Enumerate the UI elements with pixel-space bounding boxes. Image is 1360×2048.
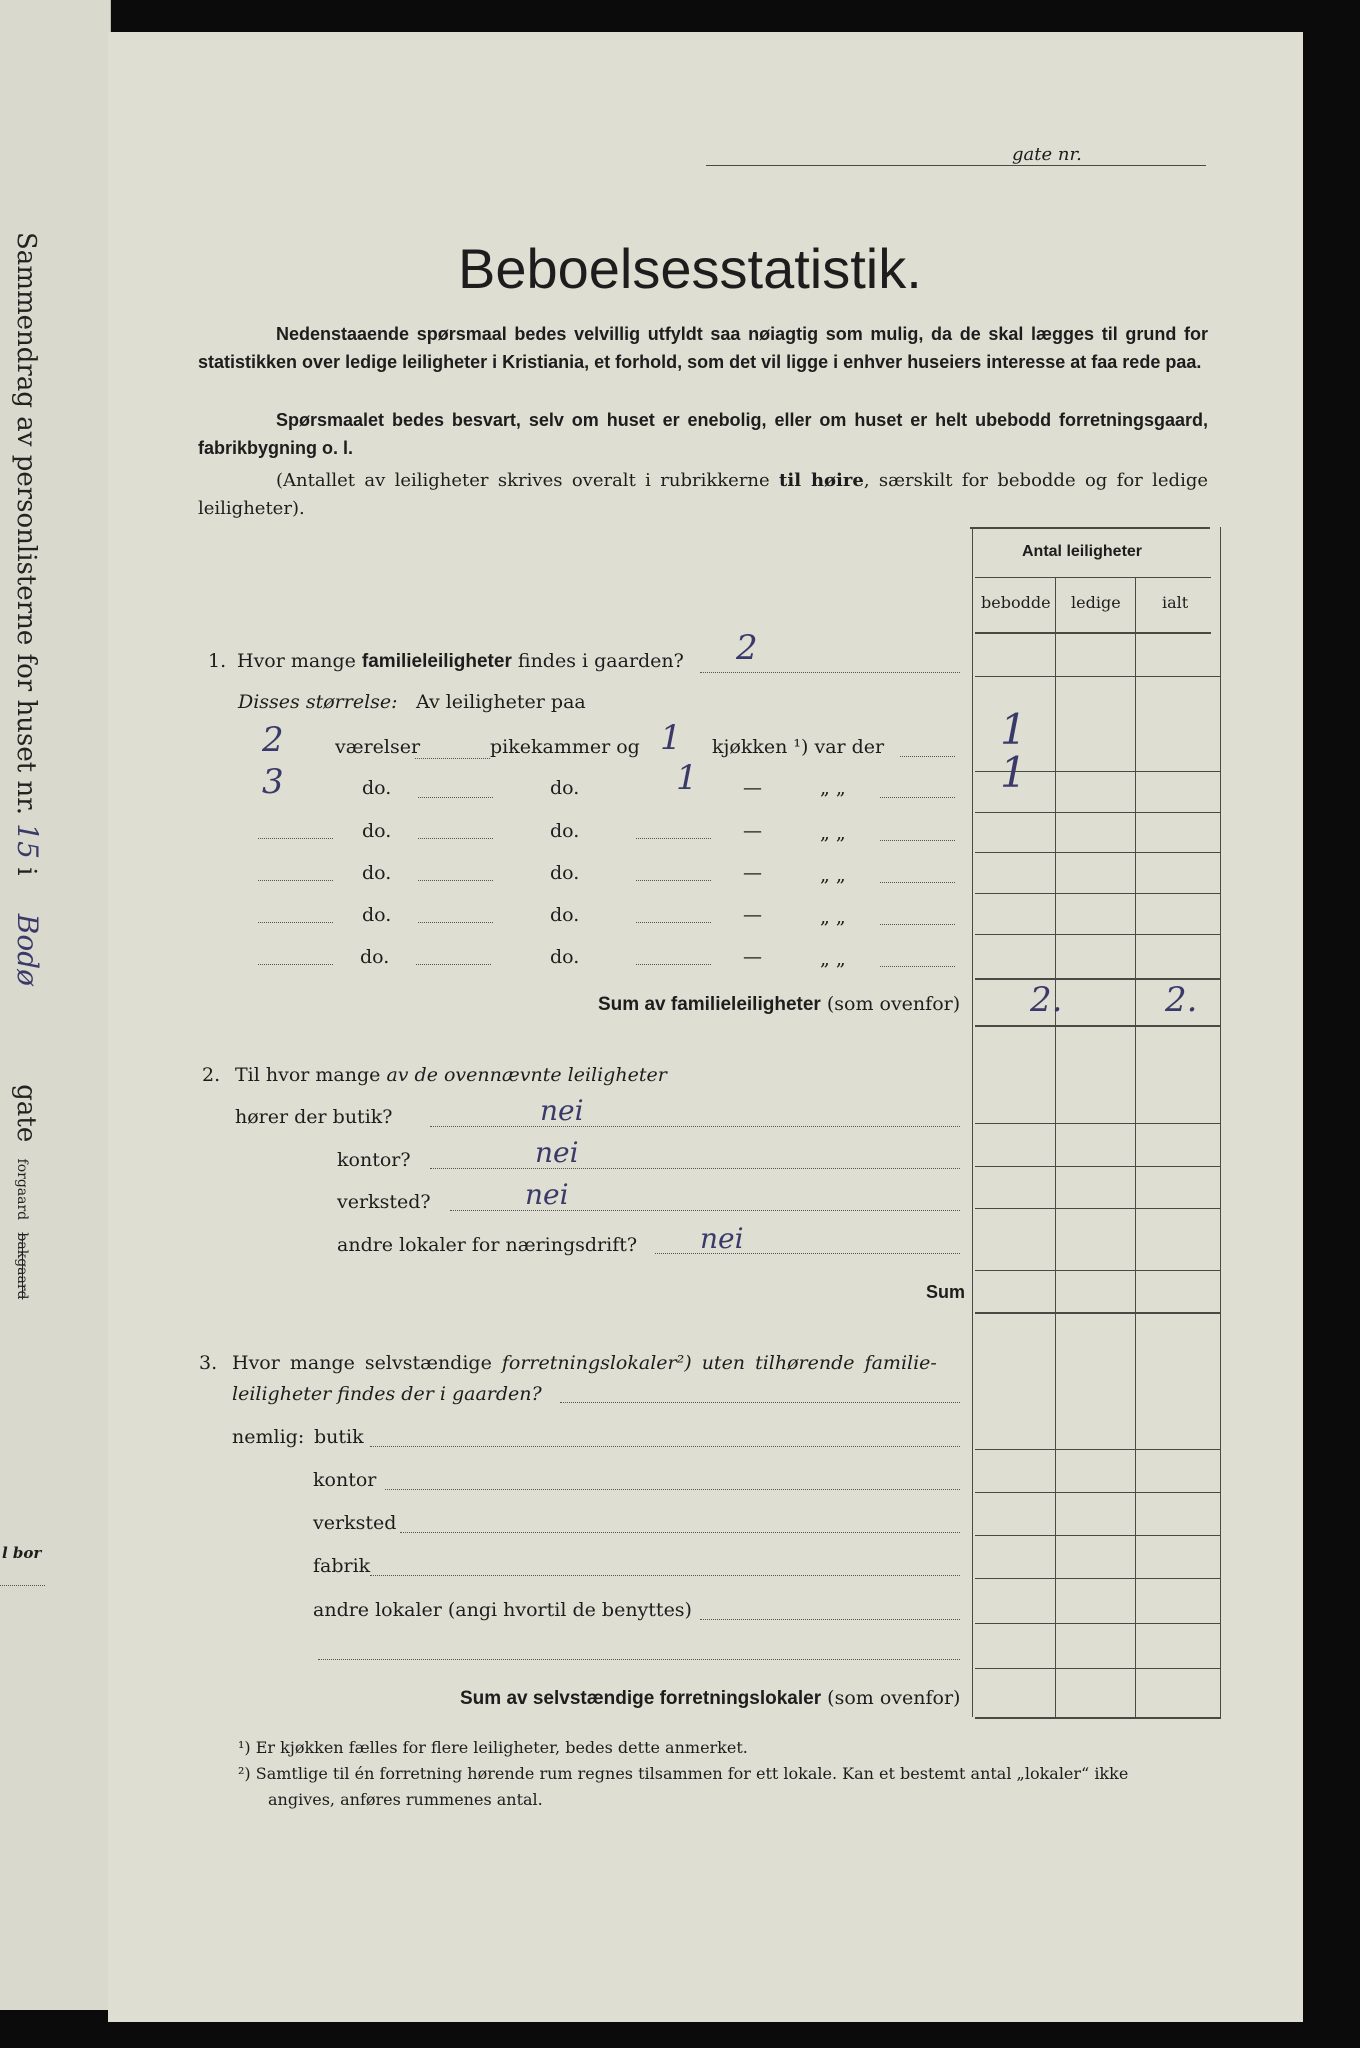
vertical-summary-text: Sammendrag av personlisterne for huset nr. 15 i Bodø gate forgaard bakgaard bbox=[11, 232, 44, 1300]
sizes-text: Av leiligheter paa bbox=[416, 691, 586, 713]
q2-sum-label: Sum bbox=[926, 1282, 966, 1302]
row1-kitchens: 1 bbox=[660, 718, 682, 758]
row2-kitchens: 1 bbox=[676, 758, 698, 798]
q1-number: 1. bbox=[208, 650, 227, 672]
q3-number: 3. bbox=[199, 1352, 218, 1374]
q1-answer: 2 bbox=[736, 628, 758, 668]
row2-rooms: 3 bbox=[262, 762, 284, 802]
gate-nr-line bbox=[706, 165, 1206, 166]
q3-sum-label: Sum av selvstændige forretningslokaler (som ovenfor) bbox=[460, 1687, 961, 1709]
left-page-strip: Sammendrag av personlisterne for huset nr. 15 i Bodø gate forgaard bakgaard l bor bbox=[0, 0, 111, 2010]
q2-verksted-answer: nei bbox=[525, 1178, 569, 1211]
q2-andre-answer: nei bbox=[700, 1222, 744, 1255]
row1-rooms: 2 bbox=[262, 720, 284, 760]
footnote-1: ¹) Er kjøkken fælles for flere leiligheter, bedes dette anmerket. bbox=[238, 1738, 748, 1757]
row1-bebodde: 1 bbox=[1000, 705, 1027, 754]
footnote-2: ²) Samtlige til én forretning hørende rum regnes tilsammen for ett lokale. Kan et bestemt antal „lokaler“ ikke bbox=[238, 1764, 1129, 1783]
sum-ialt: 2. bbox=[1165, 980, 1198, 1020]
row2-bebodde: 1 bbox=[1000, 748, 1027, 797]
q2-kontor-answer: nei bbox=[535, 1136, 579, 1169]
footnote-2-cont: angives, anføres rummenes antal. bbox=[268, 1790, 543, 1809]
sum-bebodde: 2. bbox=[1030, 980, 1063, 1020]
q3-question: Hvor mange selvstændige forretningslokaler²) uten tilhørende familie- bbox=[232, 1352, 937, 1374]
gate-nr-label: gate nr. bbox=[1012, 144, 1082, 165]
intro-paragraph-2: Spørsmaalet bedes besvart, selv om huset er enebolig, eller om huset er helt ubebodd forretningsgaard, fabrikbygning o. l. bbox=[198, 410, 1208, 458]
intro-paragraph-3: (Antallet av leiligheter skrives overalt i rubrikkerne til høire, særskilt for bebodde og for ledige leiligheter). bbox=[198, 470, 1209, 519]
q2-question: Til hvor mange av de ovennævnte leiligheter bbox=[235, 1064, 667, 1086]
intro-paragraph-1: Nedenstaaende spørsmaal bedes velvillig utfyldt saa nøiagtig som mulig, da de skal lægges til grund for statistikken over ledige leiligheter i Kristiania, et forhold, som det vil ligge i enhver huseiers interesse at faa rede paa. bbox=[198, 324, 1208, 372]
q2-butik-answer: nei bbox=[540, 1094, 584, 1127]
q2-number: 2. bbox=[202, 1064, 221, 1086]
q1-question: Hvor mange familieleiligheter findes i gaarden? bbox=[237, 650, 684, 672]
table-title: Antal leiligheter bbox=[1022, 543, 1143, 560]
q1-sum-label: Sum av familieleiligheter (som ovenfor) bbox=[598, 993, 961, 1015]
col-ledige: ledige bbox=[1071, 593, 1121, 612]
col-ialt: ialt bbox=[1162, 593, 1189, 612]
page-title: Beboelsesstatistik. bbox=[458, 237, 922, 300]
col-bebodde: bebodde bbox=[981, 593, 1051, 612]
sizes-label: Disses størrelse: bbox=[238, 691, 398, 713]
